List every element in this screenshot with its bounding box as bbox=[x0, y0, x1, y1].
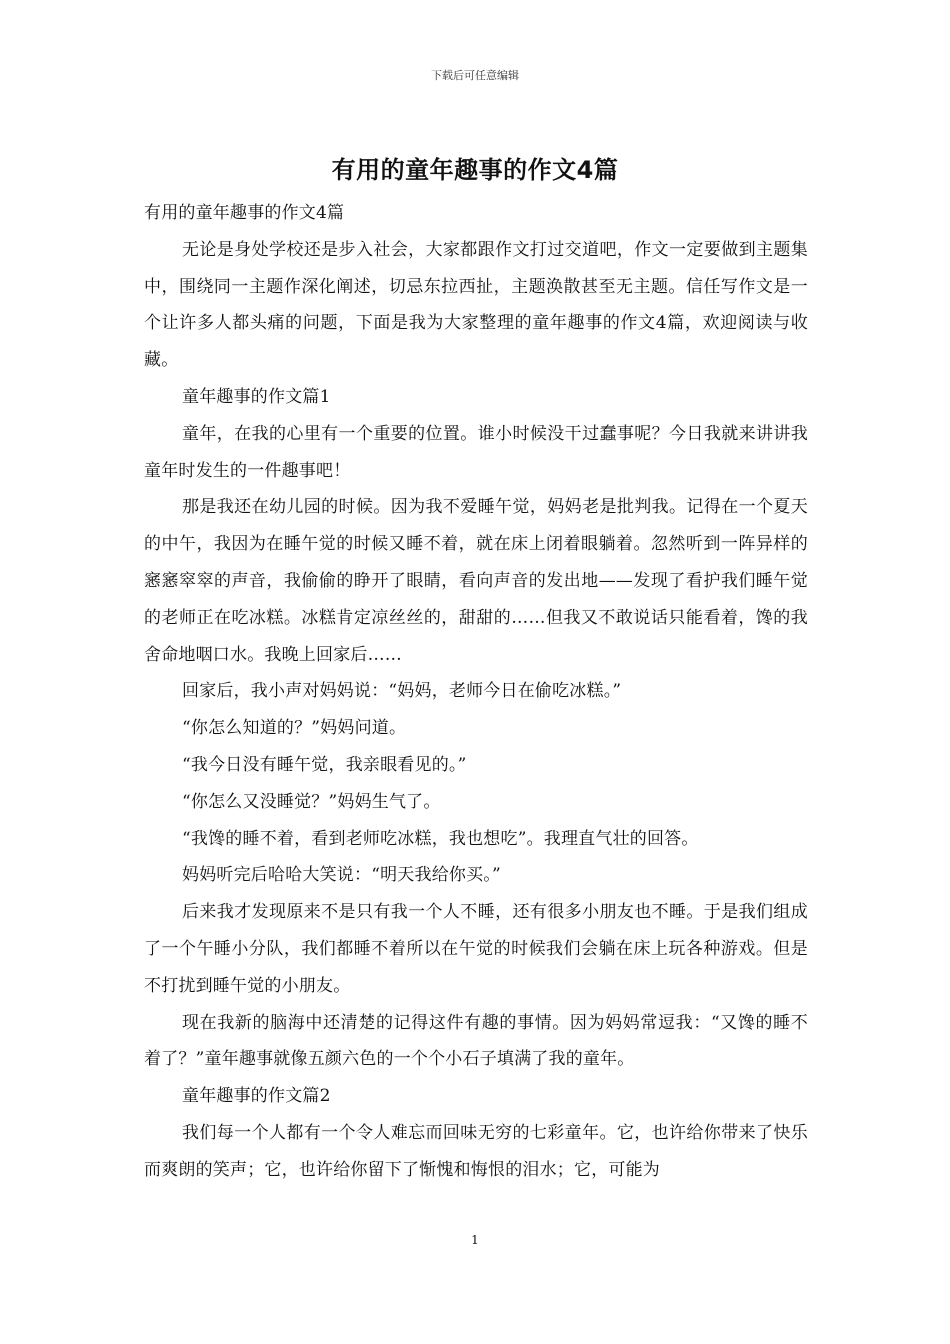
dialogue-line: “你怎么知道的？”妈妈问道。 bbox=[182, 718, 407, 739]
subtitle-paragraph: 有用的童年趣事的作文4篇 bbox=[144, 203, 345, 223]
dialogue-line: “我馋的睡不着，看到老师吃冰糕，我也想吃”。我理直气壮的回答。 bbox=[182, 828, 699, 849]
header-note: 下载后可任意编辑 bbox=[431, 69, 519, 82]
section-heading-2: 童年趣事的作文篇2 bbox=[182, 1086, 331, 1107]
dialogue-line: 妈妈听完后哈哈大笑说：“明天我给你买。” bbox=[182, 865, 501, 886]
body-paragraph: 后来我才发现原来不是只有我一个人不睡，还有很多小朋友也不睡。于是我们组成了一个午睡小分队，我们都睡不着所以在午觉的时候我们会躺在床上玩各种游戏。但是不打扰到睡午觉的小朋友。 bbox=[144, 902, 808, 996]
body-paragraph: 回家后，我小声对妈妈说：“妈妈，老师今日在偷吃冰糕。” bbox=[182, 681, 622, 702]
body-paragraph: 那是我还在幼儿园的时候。因为我不爱睡午觉，妈妈老是批判我。记得在一个夏天的中午，我因为在睡午觉的时候又睡不着，就在床上闭着眼躺着。忽然听到一阵异样的窸窸窣窣的声音，我偷偷的睁开了眼睛，看向声音的发出地——发现了看护我们睡午觉的老师正在吃冰糕。冰糕肯定凉丝丝的，甜甜的……但我又不敢说话只能看着，馋的我舍命地咽口水。我晚上回家后…… bbox=[144, 497, 808, 665]
body-paragraph: 童年，在我的心里有一个重要的位置。谁小时候没干过蠢事呢？今日我就来讲讲我童年时发生的一件趣事吧！ bbox=[144, 423, 808, 481]
dialogue-line: “我今日没有睡午觉，我亲眼看见的。” bbox=[182, 754, 467, 775]
page-number: 1 bbox=[471, 1233, 479, 1247]
body-paragraph: 现在我新的脑海中还清楚的记得这件有趣的事情。因为妈妈常逗我：“又馋的睡不着了？”童年趣事就像五颜六色的一个个小石子填满了我的童年。 bbox=[144, 1012, 808, 1070]
document-title: 有用的童年趣事的作文4篇 bbox=[331, 156, 619, 184]
intro-paragraph: 无论是身处学校还是步入社会，大家都跟作文打过交道吧，作文一定要做到主题集中，围绕同一主题作深化阐述，切忌东拉西扯，主题涣散甚至无主题。信任写作文是一个让许多人都头痛的问题，下面是我为大家整理的童年趣事的作文4篇，欢迎阅读与收藏。 bbox=[144, 239, 808, 371]
dialogue-line: “你怎么又没睡觉？”妈妈生气了。 bbox=[182, 791, 441, 812]
document-body bbox=[144, 195, 808, 1189]
section-heading-1: 童年趣事的作文篇1 bbox=[182, 386, 331, 407]
body-paragraph: 我们每一个人都有一个令人难忘而回味无穷的七彩童年。它，也许给你带来了快乐而爽朗的笑声；它，也许给你留下了惭愧和悔恨的泪水；它，可能为 bbox=[144, 1122, 808, 1180]
